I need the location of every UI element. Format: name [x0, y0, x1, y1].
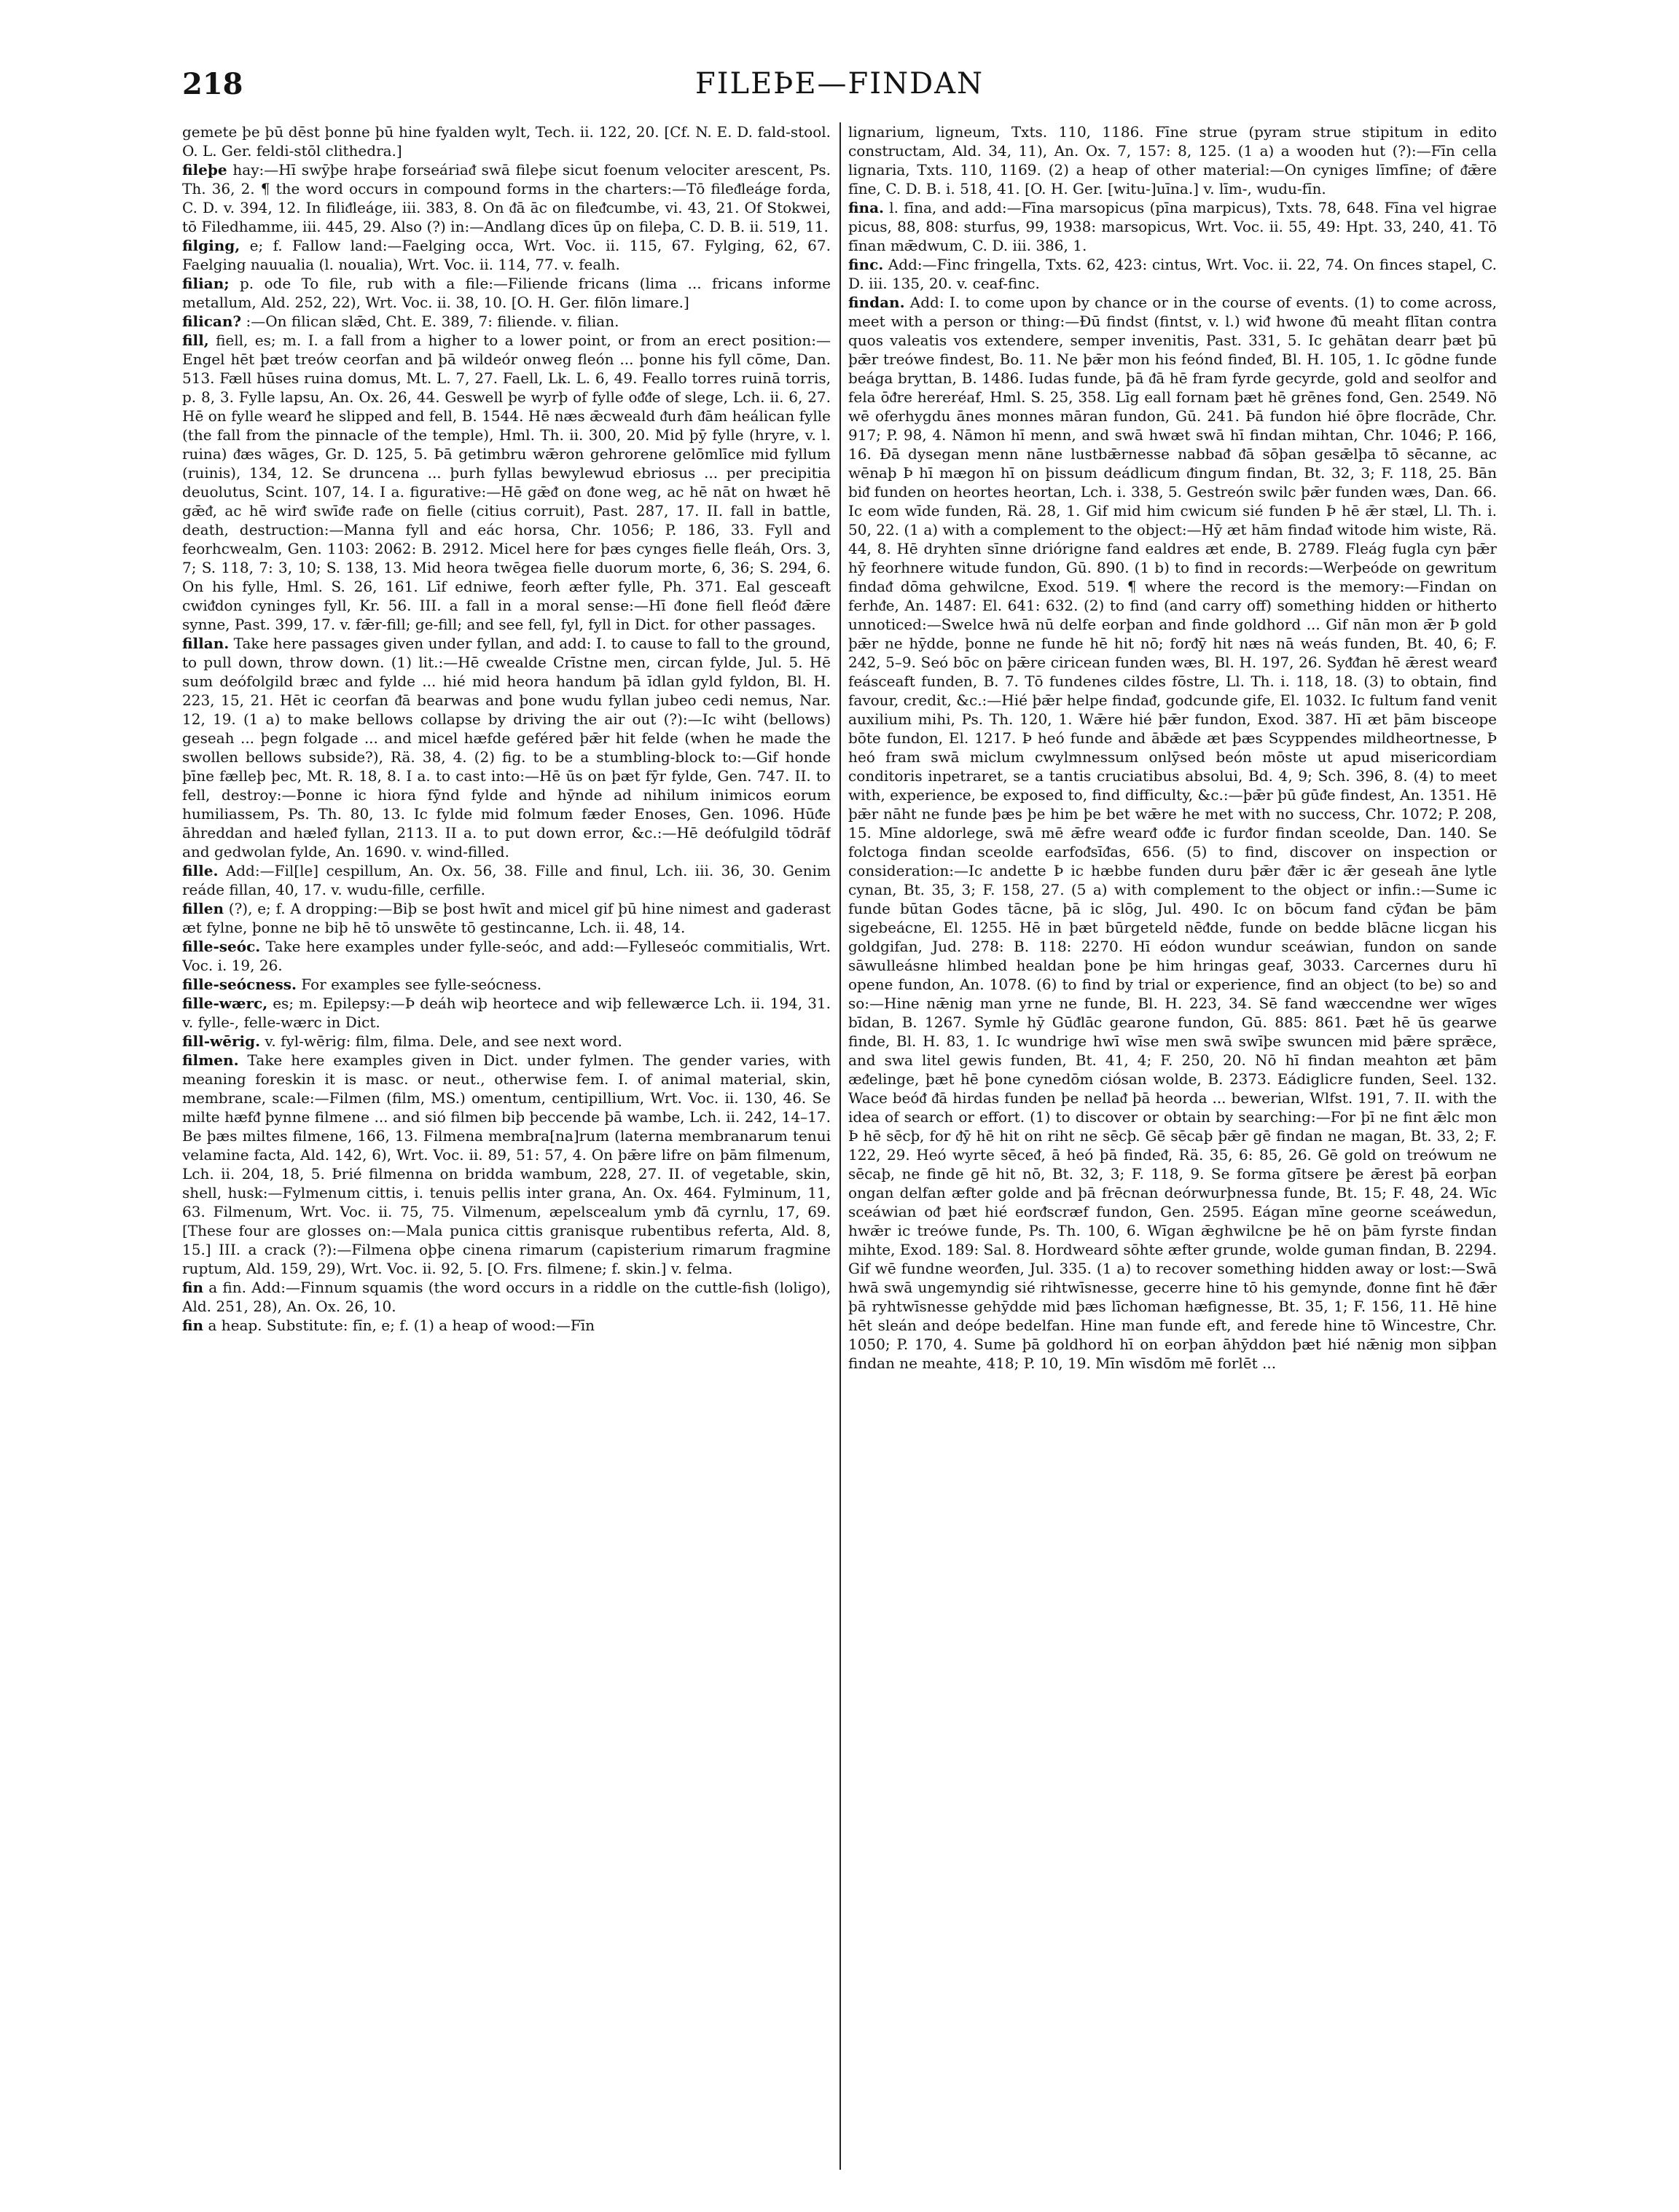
entry-headword: fileþe — [182, 161, 227, 179]
dictionary-entry — [182, 274, 831, 312]
entry-text: hay:—Hī swȳþe hraþe forseáriaᵭ swā fileþe sicut foenum velociter arescent, Ps. Th. 36, 2. ¶ the word occurs in compound forms in the charters:—Tō fileᵭleáge forda, C. D. v. 394, 12. In filiᵭleáge, iii. 383, 8. On ᵭā āc on fileᵭcumbe, vi. 43, 21. Of Stokwei, tō Filedhamme, iii. 445, 29. Also (?) in:—Andlang dīces ūp on fileþa, C. D. B. ii. 519, 11. — [182, 161, 831, 235]
entry-text: Take here examples given in Dict. under fylmen. The gender varies, with meaning foreskin it is masc. or neut., otherwise fem. I. of animal material, skin, membrane, scale:—Filmen (film, MS.) omentum, centipillium, Wrt. Voc. ii. 130, 46. Se milte hæfᵭ þynne filmene ... and sió filmen biþ þeccende þā wambe, Lch. ii. 242, 14–17. Be þæs miltes filmene, 166, 13. Filmena membra[na]rum (laterna membranarum tenui velamine facta, Ald. 142, 6), Wrt. Voc. ii. 89, 51: 57, 4. On þǣre lifre on þām filmenum, Lch. ii. 204, 18, 5. Þrié filmenna on bridda wambum, 228, 27. II. of vegetable, skin, shell, husk:—Fylmenum cittis, i. tenuis pellis inter grana, An. Ox. 464. Fylminum, 11, 63. Filmenum, Wrt. Voc. ii. 75, 75. Vilmenum, æpelscealum ymb ᵭā cyrnlu, 17, 69. [These four are glosses on:—Mala punica cittis granisque rubentibus referta, Ald. 8, 15.] III. a crack (?):—Filmena oþþe cinena rimarum (capisterium rimarum fragmine ruptum, Ald. 159, 29), Wrt. Voc. ii. 92, 5. [O. Frs. filmene; f. skin.] v. felma. — [182, 1051, 831, 1277]
entry-text: fiell, es; m. I. a fall from a higher to a lower point, or from an erect position:—Engel hēt þæt treów ceorfan and þā wildeór onweg fleón ... þonne his fyll cōme, Dan. 513. Fæll hūses ruina domus, Mt. L. 7, 27. Faell, Lk. L. 6, 49. Feallo torres ruinā torris, p. 8, 3. Fylle lapsu, An. Ox. 26, 44. Geswell þe wyrþ of fylle oᵭᵭe of slege, Lch. ii. 6, 27. Hē on fylle wearᵭ he slipped and fell, B. 1544. Hē næs ǣcweald ᵭurh ᵭām heálican fylle (the fall from the pinnacle of the temple), Hml. Th. ii. 300, 20. Mid þȳ fylle (hryre, v. l. ruina) ᵭæs wāges, Gr. D. 125, 5. Þā getimbru wǣron gehrorene gelōmlīce mid fyllum (ruinis), 134, 12. Se druncena ... þurh fyllas bewylewud ebriosus ... per precipitia deuolutus, Scint. 107, 14. I a. figurative:—Hē gǣᵭ on ᵭone weg, ac hē nāt on hwæt hē gǣᵭ, ac hē wirᵭ swīᵭe raᵭe on fielle (citius corruit), Past. 287, 17. II. fall in battle, death, destruction:—Manna fyll and eác horsa, Chr. 1056; P. 186, 33. Fyll and feorhcwealm, Gen. 1103: 2062: B. 2912. Micel here for þæs cynges fielle fleáh, Ors. 3, 7; S. 118, 7: 3, 10; S. 138, 13. Mid heora twēgea fielle duorum morte, 6, 36; S. 294, 6. On his fylle, Hml. S. 26, 161. Līf edniwe, feorh æfter fylle, Ph. 371. Eal gesceaft cwiᵭdon cyninges fyll, Kr. 56. III. a fall in a moral sense:—Hī ᵭone fiell fleóᵭ ᵭǣre synne, Past. 399, 17. v. fǣr-fill; ge-fill; and see fell, fyl, fyll in Dict. for other passages. — [182, 332, 831, 633]
entry-text: v. fyl-wērig: film, filma. Dele, and see next word. — [265, 1032, 622, 1050]
entry-headword: fillan. — [182, 635, 230, 652]
dictionary-entry — [182, 937, 831, 975]
entry-text: e; f. Fallow land:—Faelging occa, Wrt. Voc. ii. 115, 67. Fylging, 62, 67. Faelging nauualia (l. noualia), Wrt. Voc. ii. 114, 77. v. fealh. — [182, 237, 831, 273]
dictionary-entry — [182, 122, 831, 160]
entry-text: es; m. Epilepsy:—Þ deáh wiþ heortece and wiþ fellewærce Lch. ii. 194, 31. v. fylle-, felle-wærc in Dict. — [182, 995, 831, 1031]
entry-headword: filmen. — [182, 1051, 239, 1069]
right-column — [848, 122, 1497, 2170]
entry-headword: fill, — [182, 332, 209, 349]
entry-headword: fille-seóc. — [182, 938, 261, 955]
dictionary-entry — [182, 634, 831, 861]
dictionary-entry — [182, 975, 831, 994]
entry-headword: filican? — [182, 313, 242, 330]
dictionary-entry — [848, 122, 1497, 198]
dictionary-entry — [182, 160, 831, 236]
entry-text: :—On filican slǣd, Cht. E. 389, 7: filiende. v. filian. — [246, 313, 619, 330]
dictionary-entry — [182, 994, 831, 1032]
entry-text: For examples see fylle-seócness. — [301, 976, 542, 993]
entry-text: Take here passages given under fyllan, and add: I. to cause to fall to the ground, to pull down, throw down. (1) lit.:—Hē cwealde Crīstne men, circan fylde, Jul. 5. Hē sum deófolgild bræc and fylde ... hié mid heora handum þā īdlan gyld fyldon, Bl. H. 223, 15, 21. Hēt ic ceorfan ᵭā bearwas and þone wudu fyllan jubeo cedi nemus, Nar. 12, 19. (1 a) to make bellows collapse by driving the air out (?):—Ic wiht (bellows) geseah ... þegn folgade ... and micel hæfde geféred þǣr hit felde (when he made the swollen bellows subside?), Rä. 38, 4. (2) fig. to be a stumbling-block to:—Gif honde þīne fælleþ þec, Mt. R. 18, 8. I a. to cast into:—Hē ūs on þæt fȳr fylde, Gen. 747. II. to fell, destroy:—Þonne ic hiora fȳnd fylde and hȳnde ad nihilum inimicos eorum humiliassem, Ps. Th. 80, 13. Ic fylde mid folmum fæder Enoses, Gen. 1096. Hūᵭe āhreddan and hæleᵭ fyllan, 2113. II a. to put down error, &c.:—Hē deófulgild tōdrāf and gedwolan fylde, An. 1690. v. wind-filled. — [182, 635, 831, 860]
entry-text: a heap. Substitute: fīn, e; f. (1) a heap of wood:—Fīn — [208, 1317, 595, 1334]
entry-headword: filian; — [182, 275, 230, 292]
entry-text: a fin. Add:—Finnum squamis (the word occurs in a riddle on the cuttle-fish (loligo), Ald. 251, 28), An. Ox. 26, 10. — [182, 1279, 831, 1315]
page-number: 218 — [182, 67, 243, 101]
entry-headword: fin — [182, 1317, 204, 1334]
dictionary-entry — [182, 1051, 831, 1278]
entry-headword: finc. — [848, 256, 884, 273]
entry-text: gemete þe þū dēst þonne þū hine fyalden wylt, Tech. ii. 122, 20. [Cf. N. E. D. fald-stool. O. L. Ger. feldi-stōl clithedra.] — [182, 123, 831, 160]
dictionary-entry — [182, 861, 831, 899]
page-header — [182, 67, 1497, 111]
running-head: FILEÞE—FINDAN — [694, 67, 985, 101]
left-column — [182, 122, 831, 2170]
dictionary-entry — [182, 899, 831, 937]
entry-text: l. fīna, and add:—Fīna marsopicus (pīna marpicus), Txts. 78, 648. Fīna vel higrae picus, 88, 808: sturfus, 99, 1938: marsopicus, Wrt. Voc. ii. 55, 49: Hpt. 33, 240, 41. Tō fīnan mǣdwum, C. D. iii. 386, 1. — [848, 199, 1497, 254]
entry-text: lignarium, ligneum, Txts. 110, 1186. Fīne strue (pyram strue stipitum in edito constructam, Ald. 34, 11), An. Ox. 7, 157: 8, 125. (1 a) a wooden hut (?):—Fīn cella lignaria, Txts. 110, 1169. (2) a heap of other material:—On cyniges līmfīne; of ᵭǣre fīne, C. D. B. i. 518, 41. [O. H. Ger. [witu-]uīna.] v. līm-, wudu-fīn. — [848, 123, 1497, 197]
dictionary-entry — [848, 255, 1497, 293]
dictionary-entry — [848, 198, 1497, 255]
entry-headword: fille-wærc, — [182, 995, 268, 1012]
entry-headword: findan. — [848, 294, 905, 311]
dictionary-entry — [182, 1316, 831, 1335]
dictionary-entry — [182, 331, 831, 634]
entry-text: Add: I. to come upon by chance or in the course of events. (1) to come across, meet with a person or thing:—Ðū findst (fintst, v. l.) wiᵭ hwone ᵭū meaht flītan contra quos valeatis vos extendere, semper invenitis, Past. 331, 5. Ic gehātan dearr þæt þū þǣr treówe findest, Bo. 11. Ne þǣr mon his feónd findeᵭ, Bl. H. 105, 1. Ic gōdne funde beága bryttan, B. 1486. Iudas funde, þā ᵭā hē fram fyrde gecyrde, gold and seolfor and fela ōᵭre hereréaf, Hml. S. 25, 358. Līg eall fornam þæt hē grēnes fond, Gen. 2549. Nō wē oferhygdu ānes monnes māran fundon, Gū. 241. Þā fundon hié ōþre flocrāde, Chr. 917; P. 98, 4. Nāmon hī menn, and swā hwæt swā hī findan mihtan, Chr. 1046; P. 166, 16. Ðā dysegan menn nāne lustbǣrnesse nabbaᵭ ᵭā sōþan gesǣlþa tō sēcanne, ac wēnaþ Þ hī mægon hī on þissum deádlicum ᵭingum findan, Bt. 32, 3; F. 118, 25. Bān biᵭ funden on heortes heortan, Lch. i. 338, 5. Gestreón swilc þǣr funden wæs, Dan. 66. Ic eom wīde funden, Rä. 28, 1. Gif mid him cwicum sié funden Þ hē ǣr stæl, Ll. Th. i. 50, 22. (1 a) with a complement to the object:—Hȳ æt hām findaᵭ witode him wiste, Rä. 44, 8. Hē dryhten sīnne driórigne fand ealdres æt ende, B. 2789. Fleág fugla cyn þǣr hȳ feorhnere witude fundon, Gū. 890. (1 b) to find in records:—Werþeóde on gewritum findaᵭ dōma gehwilcne, Exod. 519. ¶ where the record is the memory:—Findan on ferhᵭe, An. 1487: El. 641: 632. (2) to find (and carry off) something hidden or hitherto unnoticed:—Swelce hwā nū delfe eorþan and finde goldhord ... Gif nān mon ǣr Þ gold þǣr ne hȳdde, þonne ne funde hē hit nō; forᵭȳ hit næs nā weás funden, Bt. 40, 6; F. 242, 5–9. Seó bōc on þǣre ciricean funden wæs, Bl. H. 197, 26. Syᵭᵭan hē ǣrest wearᵭ feásceaft funden, B. 7. Tō fundenes cildes fōstre, Ll. Th. i. 118, 18. (3) to obtain, find favour, credit, &c.:—Hié þǣr helpe findaᵭ, godcunde gife, El. 1032. Ic fultum fand venit auxilium mihi, Ps. Th. 120, 1. Wǣre hié þǣr fundon, Exod. 387. Hī æt þām bisceope bōte fundon, El. 1217. Þ heó funde and ābǣde æt þæs Scyppendes mildheortnesse, Þ heó fram swā miclum cwylmnessum onlȳsed beón mōste ut apud misericordiam conditoris inpetraret, se a tantis cruciatibus absolui, Bd. 4, 9; Sch. 396, 8. (4) to meet with, experience, be exposed to, find difficulty, &c.:—þǣr þū gūᵭe findest, An. 1351. Hē þǣr nāht ne funde þæs þe him þe bet wǣre he met with no success, Chr. 1072; P. 208, 15. Mīne aldorlege, swā mē ǣfre wearᵭ oᵭᵭe ic furᵭor findan sceolde, Dan. 140. Se folctoga findan sceolde earfoᵭsīᵭas, 656. (5) to find, discover on inspection or consideration:—Ic andette Þ ic hæbbe funden duru þǣr ᵭǣr ic ǣr geseah āne lytle cynan, Bt. 35, 3; F. 158, 27. (5 a) with complement to the object or infin.:—Sume ic funde būtan Godes tācne, þā ic slōg, Jul. 490. Ic on bōcum fand cȳᵭan be þām sigebeácne, El. 1255. Hē in þæt būrgeteld nēᵭde, funde on bedde blācne licgan his goldgifan, Jud. 278: B. 118: 2270. Hī eódon wundur sceáwian, fundon on sande sāwulleásne hlimbed healdan þone þe him hringas geaf, 3033. Carcernes duru hī opene fundon, An. 1078. (6) to find by trial or experience, find an object (to be) so and so:—Hine nǣnig man yrne ne funde, Bl. H. 223, 34. Sē fand wæccendne wer wīges bīdan, B. 1267. Symle hȳ Gūᵭlāc gearone fundon, Gū. 885: 861. Þæt hē ūs gearwe finde, Bl. H. 83, 1. Ic wundrige hwī wīse men swā swīþe swuncen mid þǣre sprǣce, and swa litel gewis funden, Bt. 41, 4; F. 250, 20. Nō hī findan meahton æt þām æᵭelinge, þæt hē þone cynedōm ciósan wolde, B. 2373. Eádiglicre funden, Seel. 132. Wace beóᵭ ᵭā hirdas funden þe nellaᵭ þā heorda ... bewerian, Wlfst. 191, 7. II. with the idea of search or effort. (1) to discover or obtain by searching:—For þī ne fint ǣlc mon Þ hē sēcþ, for ᵭȳ hē hit on riht ne sēcþ. Gē sēcaþ þǣr gē findan ne magan, Bt. 33, 2; F. 122, 29. Heó wyrte sēceᵭ, ā heó þā findeᵭ, Rä. 35, 6: 85, 26. Gē gold on treówum ne sēcaþ, ne finde gē hit nō, Bt. 32, 3; F. 118, 9. Se forma gītsere þe ǣrest þā eorþan ongan delfan æfter golde and þā frēcnan deórwurþnessa funde, Bt. 15; F. 48, 24. Wīc sceáwian oᵭ þæt hié eorᵭscræf fundon, Gen. 2595. Eágan mīne georne sceáwedun, hwǣr ic treówe funde, Ps. Th. 100, 6. Wīgan ǣghwilcne þe hē on þām fyrste findan mihte, Exod. 189: Sal. 8. Hordweard sōhte æfter grunde, wolde guman findan, B. 2294. Gif wē fundne weorᵭen, Jul. 335. (1 a) to recover something hidden away or lost:—Swā hwā swā ungemyndig sié rihtwīsnesse, gecerre hine tō his gemynde, ᵭonne fint hē ᵭǣr þā ryhtwīsnesse gehȳdde mid þæs līchoman hæfignesse, Bt. 35, 1; F. 156, 11. Hē hine hēt sleán and deópe bedelfan. Hine man funde eft, and ferede hine tō Wincestre, Chr. 1050; P. 170, 4. Sume þā goldhord hī on eorþan āhȳddon þæt hié nǣnig mon siþþan findan ne meahte, 418; P. 10, 19. Mīn wīsdōm mē forlēt ... — [848, 294, 1497, 1372]
dictionary-entry — [182, 312, 831, 331]
entry-headword: fille-seócness. — [182, 976, 297, 993]
entry-headword: fill-wērig. — [182, 1032, 261, 1050]
entry-text: Add:—Finc fringella, Txts. 62, 423: cintus, Wrt. Voc. ii. 22, 74. On finces stapel, C. D. iii. 135, 20. v. ceaf-finc. — [848, 256, 1497, 292]
entry-headword: filging, — [182, 237, 240, 254]
entry-text: Take here examples under fylle-seóc, and add:—Fylleseóc commitialis, Wrt. Voc. i. 19, 26. — [182, 938, 831, 974]
entry-headword: fillen — [182, 900, 224, 917]
dictionary-entry — [182, 1278, 831, 1316]
entry-text: (?), e; f. A dropping:—Biþ se þost hwīt and micel gif þū hine nimest and gaderast æt fylne, þonne ne biþ hē tō unswēte tō gestincanne, Lch. ii. 48, 14. — [182, 900, 831, 936]
entry-headword: fina. — [848, 199, 885, 216]
column-divider — [840, 122, 841, 2170]
entry-text: p. ode To file, rub with a file:—Filiende fricans (lima ... fricans informe metallum, Ald. 252, 22), Wrt. Voc. ii. 38, 10. [O. H. Ger. filōn limare.] — [182, 275, 831, 311]
dictionary-entry — [182, 236, 831, 274]
entry-text: Add:—Fil[le] cespillum, An. Ox. 56, 38. Fille and finul, Lch. iii. 36, 30. Genim reáde fillan, 40, 17. v. wudu-fille, cerfille. — [182, 862, 831, 898]
dictionary-entry — [182, 1032, 831, 1051]
entry-headword: fille. — [182, 862, 219, 879]
dictionary-columns — [182, 122, 1497, 2170]
dictionary-entry — [848, 293, 1497, 1373]
entry-headword: fin — [182, 1279, 204, 1296]
